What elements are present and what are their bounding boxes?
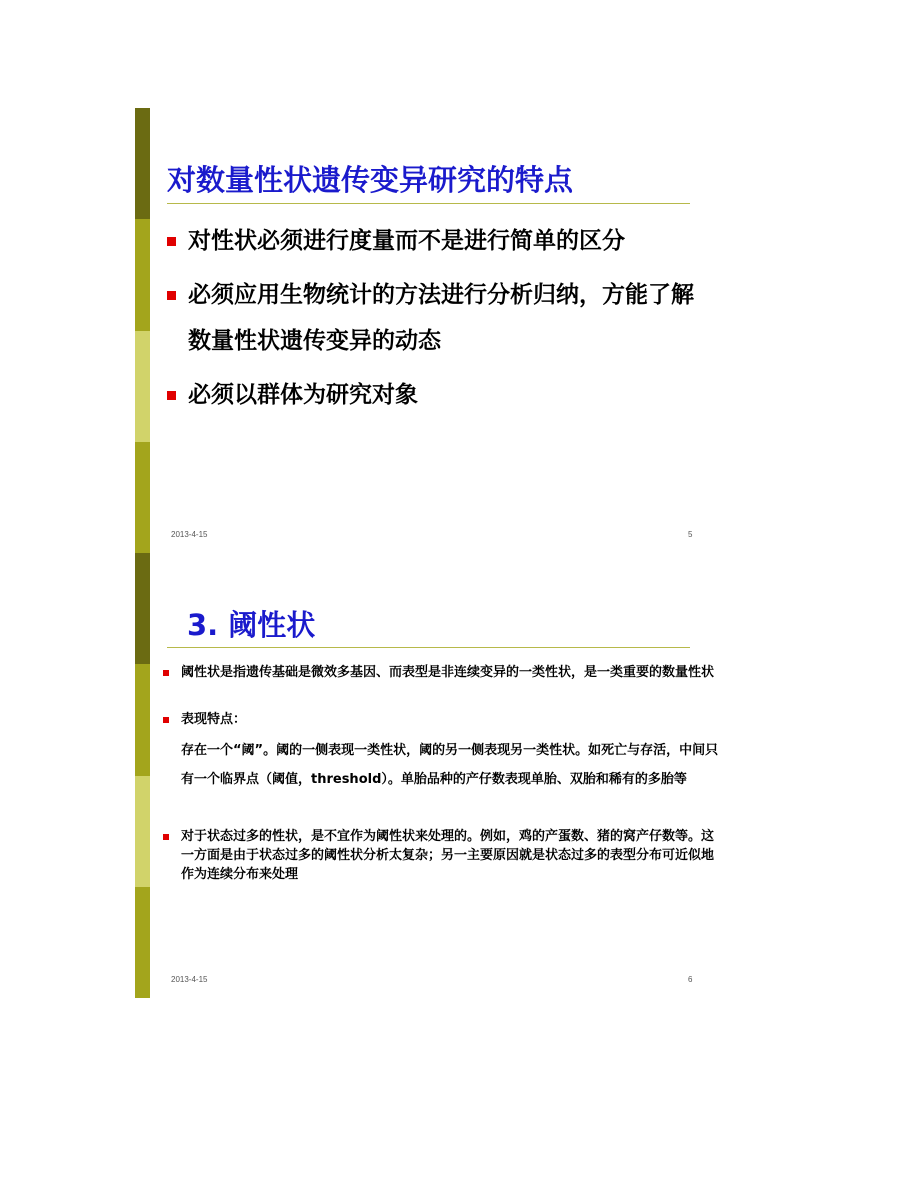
bullet-square-icon [167,237,176,246]
page-number: 5 [688,530,693,539]
bullet-square-icon [163,717,169,723]
bullet-text: 必须以群体为研究对象 [188,382,418,408]
bullet-item [163,710,723,729]
title-underline [167,647,690,648]
slide-title: 对数量性状遗传变异研究的特点 [167,163,574,197]
bullet-square-icon [167,291,176,300]
slide-5 [135,108,715,553]
slide-title: 3. 阈性状 [187,608,316,642]
slide-6 [135,553,719,998]
bullet-square-icon [163,670,169,676]
title-underline [167,203,690,204]
bullet-square-icon [167,391,176,400]
bullet-text: 对性状必须进行度量而不是进行简单的区分 [188,228,625,254]
bullet-square-icon [163,834,169,840]
bullet-item [167,218,687,264]
bullet-text: 必须应用生物统计的方法进行分析归纳，方能了解数量性状遗传变异的动态 [188,282,694,354]
footer-date: 2013-4-15 [171,530,208,539]
slide-stripe [135,553,150,998]
detail-text: 存在一个“阈”。阈的一侧表现一类性状，阈的另一侧表现另一类性状。如死亡与存活，中间只有一个临界点（阈值，threshold）。单胎品种的产仔数表现单胎、双胎和稀有的多胎等 [181,743,719,787]
bullet-text: 阈性状是指遗传基础是微效多基因、而表型是非连续变异的一类性状，是一类重要的数量性状 [181,665,715,680]
bullet-text: 表现特点： [181,712,247,727]
bullet-item [163,663,723,682]
page-number: 6 [688,975,693,984]
bullet-text: 对于状态过多的性状，是不宜作为阈性状来处理的。例如，鸡的产蛋数、猪的窝产仔数等。这一方面是由于状态过多的阈性状分析太复杂；另一主要原因就是状态过多的表型分布可近似地作为连续分布来处理 [181,829,715,882]
bullet-item [167,372,687,418]
bullet-item [167,272,702,364]
footer-date: 2013-4-15 [171,975,208,984]
slide-stripe [135,108,150,553]
bullet-item [163,827,723,884]
